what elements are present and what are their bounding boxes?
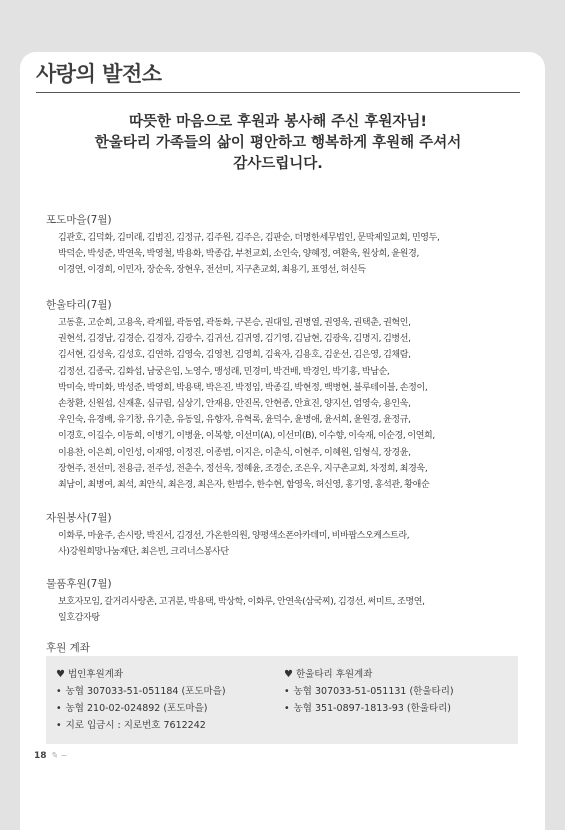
- account-line: [284, 683, 454, 700]
- account-line: [56, 700, 226, 717]
- donor-line: 박미숙, 박미화, 박성준, 박영희, 박용택, 박은진, 박정임, 박종길, 박현정, 백병현, 블루테이블, 손정이,: [58, 382, 428, 393]
- section-podo-village: [46, 212, 524, 279]
- donor-line: 이경호, 이길수, 이동희, 이병기, 이병윤, 이복향, 이선미(A), 이선미(B), 이수향, 이숙재, 이순경, 이연희,: [58, 431, 435, 442]
- hanultari-account-column: [284, 666, 454, 717]
- section-volunteers: [46, 510, 524, 560]
- accounts-title: 후원 계좌: [46, 642, 90, 654]
- donor-list: [46, 230, 524, 279]
- section-title: 한울타리(7월): [46, 299, 112, 311]
- donor-line: 손창환, 신원섭, 신재훈, 심규림, 심상기, 안재용, 안진목, 안현종, 안효진, 양지선, 엄영숙, 용인욱,: [58, 399, 411, 410]
- goods-donor-line: 보호자모임, 갈거리사랑촌, 고귀분, 박용택, 박상학, 이화루, 안연욱(삼국찌), 김경선, 써미트, 조명연,: [58, 597, 425, 607]
- account-number: 농협 210-02-024892 (포도마을): [65, 703, 208, 714]
- account-line: [56, 683, 226, 700]
- donor-line: 김관호, 김덕화, 김미래, 김범진, 김정규, 김주원, 김주은, 김판순, 더명한세무법인, 문막제일교회, 민영두,: [58, 233, 440, 243]
- donor-line: 고동훈, 고순희, 고용욱, 곽계월, 곽동엽, 곽동화, 구본승, 권대일, 권병열, 권영욱, 권택춘, 권혁인,: [58, 318, 411, 328]
- donor-line: 이경연, 이경희, 이민자, 장순욱, 장현우, 전선미, 지구촌교회, 최용기, 표영선, 허신득: [58, 265, 366, 276]
- giro-number: 지로 입금시 : 지로번호 7612242: [65, 720, 206, 731]
- account-number: 농협 351-0897-1813-93 (한울타리): [293, 703, 451, 714]
- section-title: 물품후원(7월): [46, 578, 112, 590]
- account-heading-label: 한울타리 후원계좌: [295, 669, 373, 680]
- account-heading: [56, 666, 226, 680]
- donor-line: 최남이, 최병여, 최석, 최안식, 최은경, 최은자, 한범수, 한수현, 함영욱, 허신영, 홍기영, 홍석관, 황애순: [58, 480, 430, 491]
- account-number: 농협 307033-51-051184 (포도마을): [65, 686, 226, 697]
- title-divider: [36, 92, 520, 93]
- account-heading: [284, 666, 454, 680]
- donor-line: 우인숙, 유경배, 유기창, 유기춘, 유동일, 유향자, 유혁록, 윤덕수, 윤병애, 윤서희, 윤원경, 윤정규,: [58, 415, 411, 426]
- volunteer-line: 이화루, 마윤주, 손시랑, 박진서, 김경선, 가온한의원, 양평색소폰아카데미, 비바팝스오케스트라,: [58, 531, 410, 541]
- heart-icon: ♥: [284, 669, 293, 680]
- donor-line: 권현석, 김경남, 김경순, 김경자, 김광수, 김귀선, 김귀영, 김기영, 김남현, 김광욱, 김명지, 김병선,: [58, 334, 411, 345]
- intro-line: 따뜻한 마음으로 후원과 봉사해 주신 후원자님!: [129, 114, 427, 130]
- publication-logo: ✎ ~: [50, 751, 68, 761]
- intro-line: 감사드립니다.: [233, 156, 323, 172]
- section-title: 자원봉사(7월): [46, 512, 112, 524]
- donor-list: [46, 315, 524, 493]
- account-number: 농협 307033-51-051131 (한울타리): [293, 686, 454, 697]
- donor-line: 이용찬, 이은희, 이인성, 이재영, 이정진, 이종범, 이지은, 이춘식, 이현주, 이혜원, 임형식, 장경윤,: [58, 447, 411, 458]
- page-footer: [34, 751, 67, 761]
- bullet-icon: •: [284, 686, 290, 697]
- donor-line: 장현주, 전선미, 전용금, 전주성, 전춘수, 정선욱, 정혜윤, 조경순, 조은우, 지구촌교회, 차정희, 최경욱,: [58, 463, 428, 474]
- account-line: [56, 717, 226, 734]
- volunteer-line: 사)강원희망나눔재단, 최은빈, 크리너스봉사단: [58, 547, 229, 558]
- page-title: 사랑의 발전소: [36, 62, 162, 86]
- goods-donor-list: [46, 594, 524, 626]
- section-title: 포도마을(7월): [46, 214, 112, 226]
- bullet-icon: •: [56, 703, 62, 714]
- section-hanultari: [46, 297, 524, 493]
- bullet-icon: •: [56, 686, 62, 697]
- intro-message: [38, 112, 518, 175]
- donor-line: 김정선, 김종국, 김화섭, 남궁은임, 노영수, 맹성래, 민경미, 박건배, 박경인, 박기홍, 박남순,: [58, 366, 390, 377]
- section-goods-donations: [46, 576, 524, 626]
- page-number: 18: [34, 751, 47, 761]
- donor-line: 김서현, 김성욱, 김성호, 김연하, 김영숙, 김영천, 김영희, 김육자, 김용호, 김운선, 김은영, 김채람,: [58, 350, 411, 361]
- goods-donor-line: 일호감자탕: [58, 613, 100, 624]
- bullet-icon: •: [56, 720, 62, 731]
- donor-line: 박덕순, 박성준, 박연욱, 박영철, 박용화, 박종갑, 부천교회, 소인숙, 양혜정, 여환욱, 원상희, 윤원경,: [58, 249, 419, 260]
- corporate-account-column: [56, 666, 226, 734]
- volunteer-list: [46, 528, 524, 560]
- page-panel: [20, 52, 545, 830]
- intro-line: 한울타리 가족들의 삶이 평안하고 행복하게 후원해 주셔서: [94, 135, 462, 151]
- account-line: [284, 700, 454, 717]
- accounts-box: [46, 656, 518, 744]
- account-heading-label: 법인후원계좌: [67, 669, 124, 680]
- heart-icon: ♥: [56, 669, 65, 680]
- bullet-icon: •: [284, 703, 290, 714]
